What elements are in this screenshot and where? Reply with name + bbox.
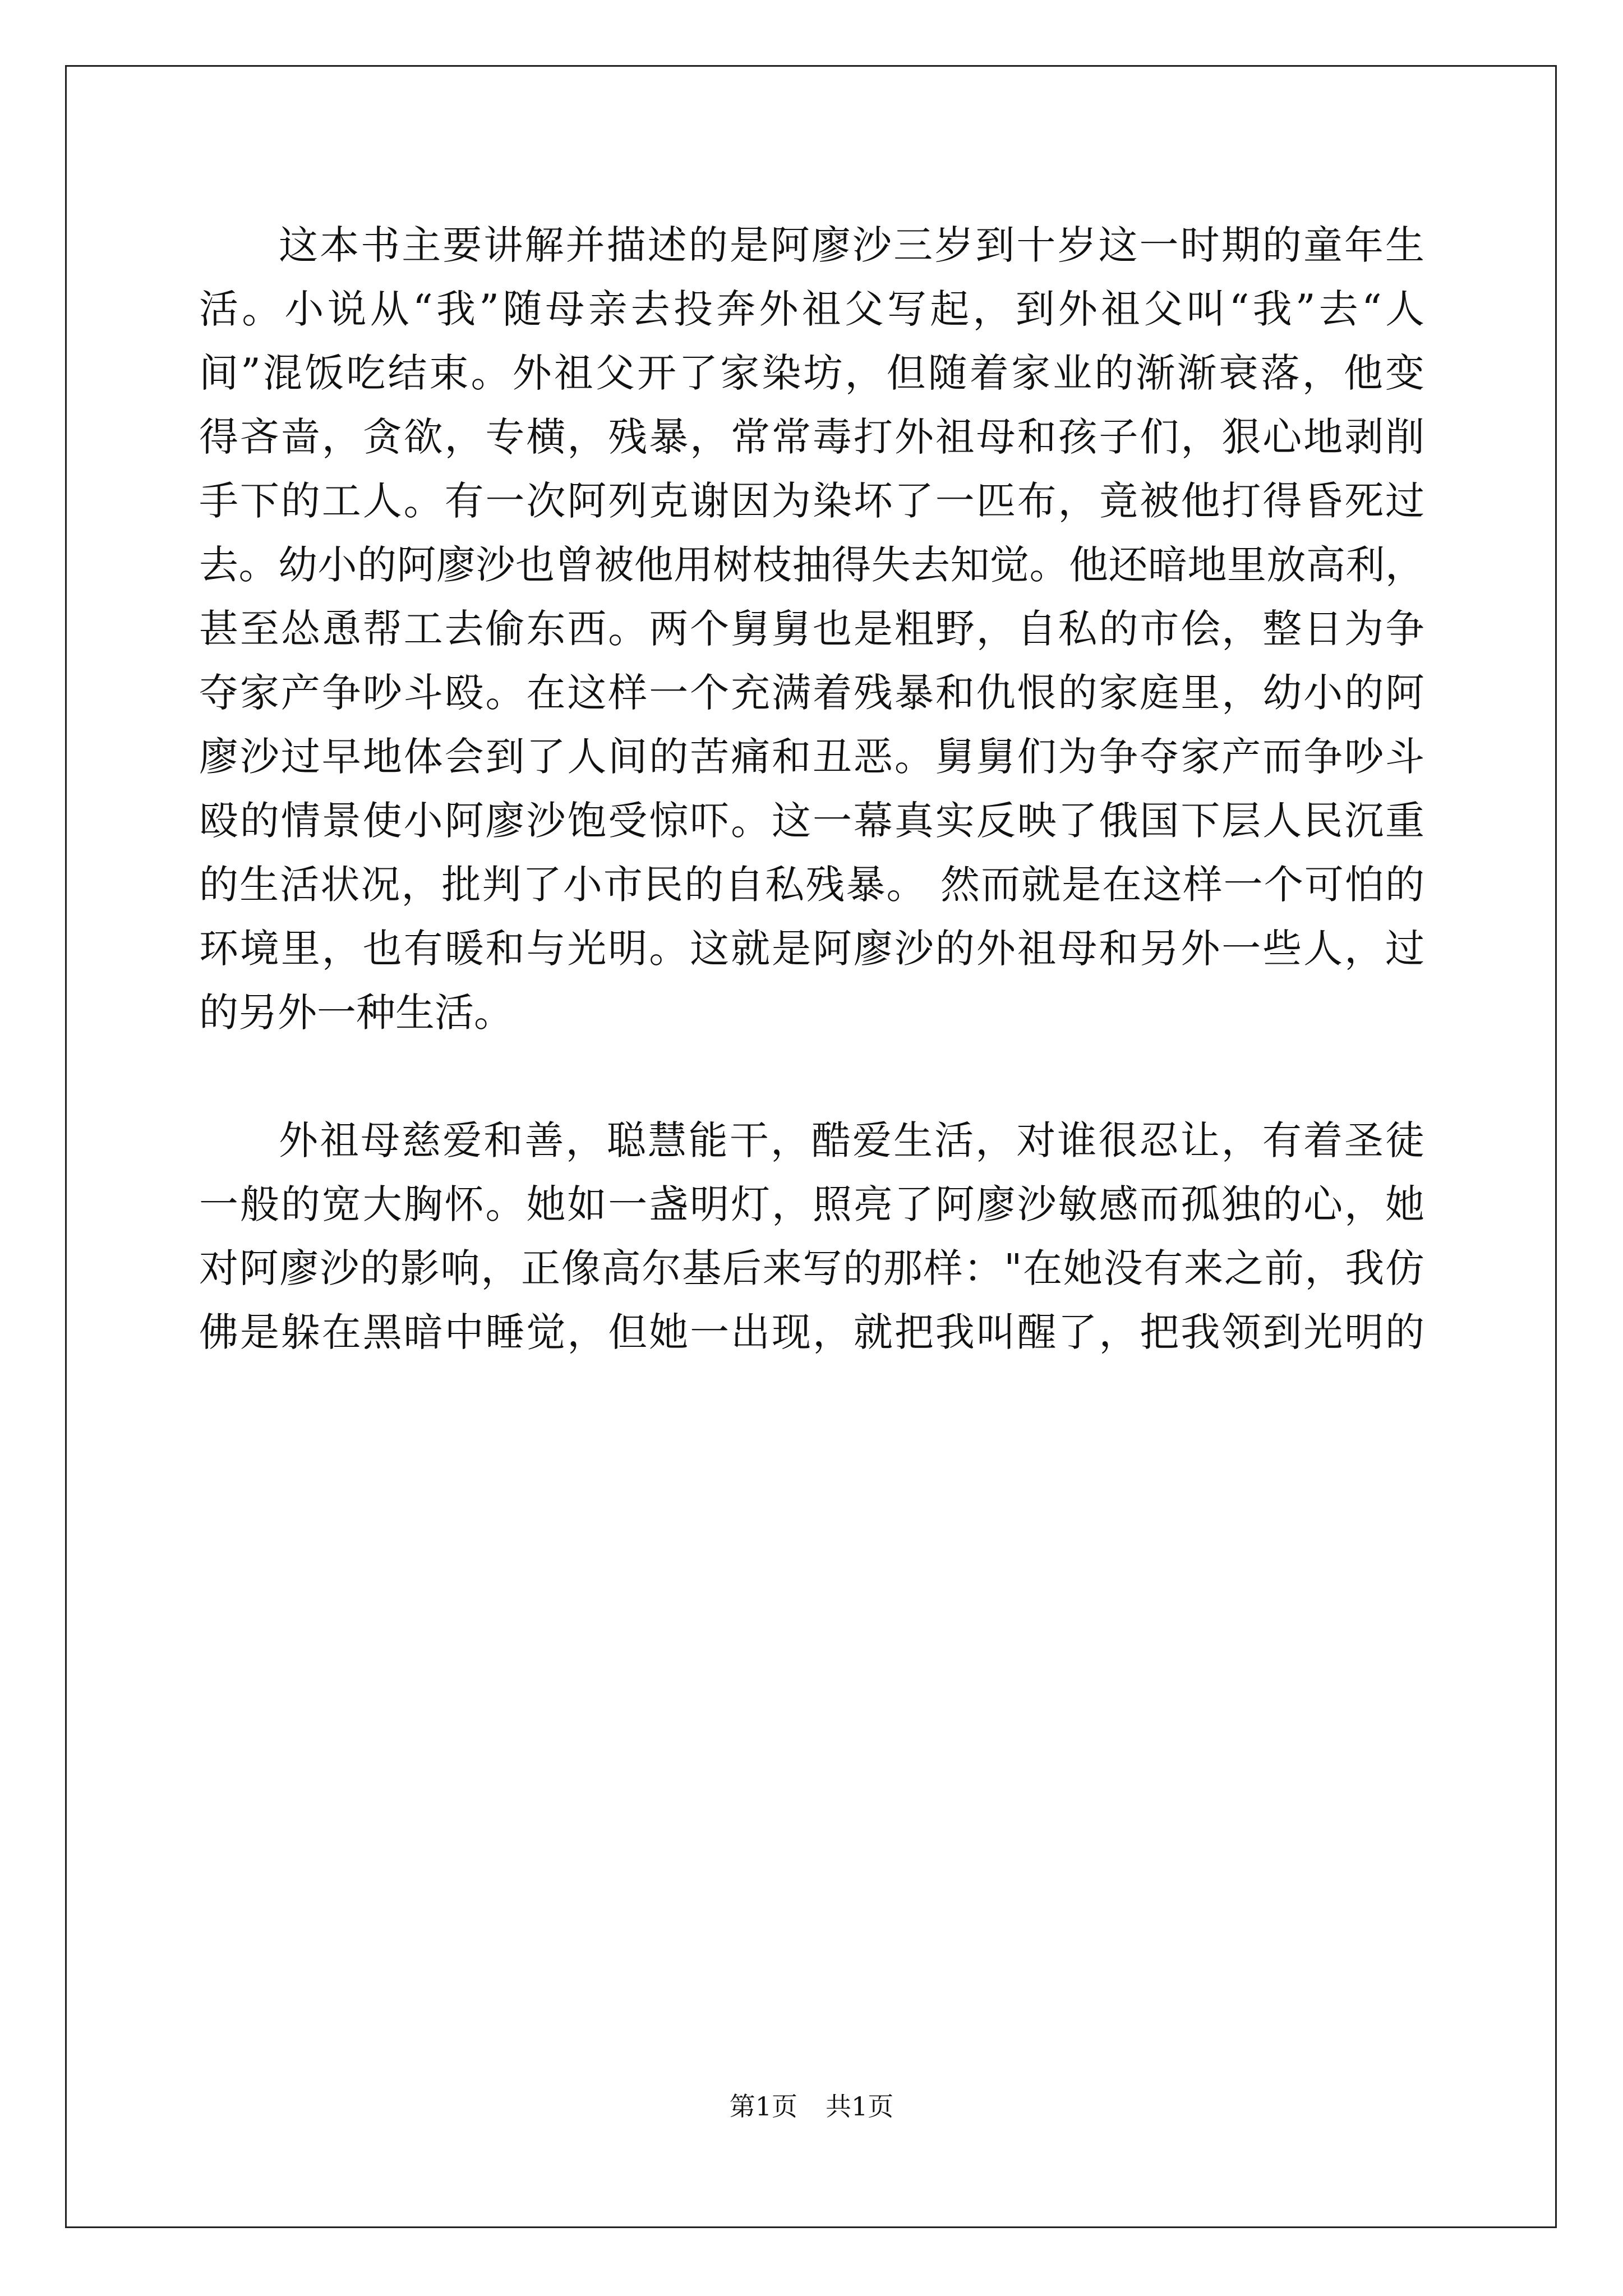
paragraph-1-line-12: 环境里，也有暖和与光明。这就是阿廖沙的外祖母和另外一些人，过 <box>199 926 1424 972</box>
paragraph-1-line-3: 间”混饭吃结束。外祖父开了家染坊，但随着家业的渐渐衰落，他变 <box>199 350 1424 396</box>
paragraph-1-line-6: 去。幼小的阿廖沙也曾被他用树枝抽得失去知觉。他还暗地里放高利， <box>199 542 1424 588</box>
paragraph-spacer <box>199 1045 1424 1108</box>
paragraph-1-line-11: 的生活状况，批判了小市民的自私残暴。 然而就是在这样一个可怕的 <box>199 862 1424 908</box>
paragraph-2-line-4: 佛是躲在黑暗中睡觉，但她一出现，就把我叫醒了，把我领到光明的 <box>199 1309 1424 1355</box>
paragraph-1-line-7: 甚至怂恿帮工去偷东西。两个舅舅也是粗野，自私的市侩，整日为争 <box>199 606 1424 652</box>
paragraph-1-line-2: 活。小说从“我”随母亲去投奔外祖父写起，到外祖父叫“我”去“人 <box>199 286 1424 332</box>
paragraph-1-line-10: 殴的情景使小阿廖沙饱受惊吓。这一幕真实反映了俄国下层人民沉重 <box>199 798 1424 844</box>
paragraph-2-line-2: 一般的宽大胸怀。她如一盏明灯，照亮了阿廖沙敏感而孤独的心，她 <box>199 1181 1424 1227</box>
paragraph-1-line-13: 的另外一种生活。 <box>199 990 513 1036</box>
page-number-current: 第1页 <box>729 2091 797 2122</box>
paragraph-1-line-9: 廖沙过早地体会到了人间的苦痛和丑恶。舅舅们为争夺家产而争吵斗 <box>199 734 1424 780</box>
paragraph-1-line-4: 得吝啬，贪欲，专横，残暴，常常毒打外祖母和孩子们，狠心地剥削 <box>199 414 1424 460</box>
paragraph-2-line-1: 外祖母慈爱和善，聪慧能干，酷爱生活，对谁很忍让，有着圣徒 <box>279 1117 1424 1163</box>
page-footer <box>0 2090 1623 2123</box>
paragraph-1-line-8: 夺家产争吵斗殴。在这样一个充满着残暴和仇恨的家庭里，幼小的阿 <box>199 670 1424 716</box>
paragraph-1-line-1: 这本书主要讲解并描述的是阿廖沙三岁到十岁这一时期的童年生 <box>279 222 1424 268</box>
page-number-total: 共1页 <box>826 2091 894 2122</box>
document-body <box>199 213 1424 1364</box>
paragraph-1-line-5: 手下的工人。有一次阿列克谢因为染坏了一匹布，竟被他打得昏死过 <box>199 478 1424 524</box>
paragraph-2-line-3: 对阿廖沙的影响，正像高尔基后来写的那样："在她没有来之前，我仿 <box>199 1245 1424 1291</box>
